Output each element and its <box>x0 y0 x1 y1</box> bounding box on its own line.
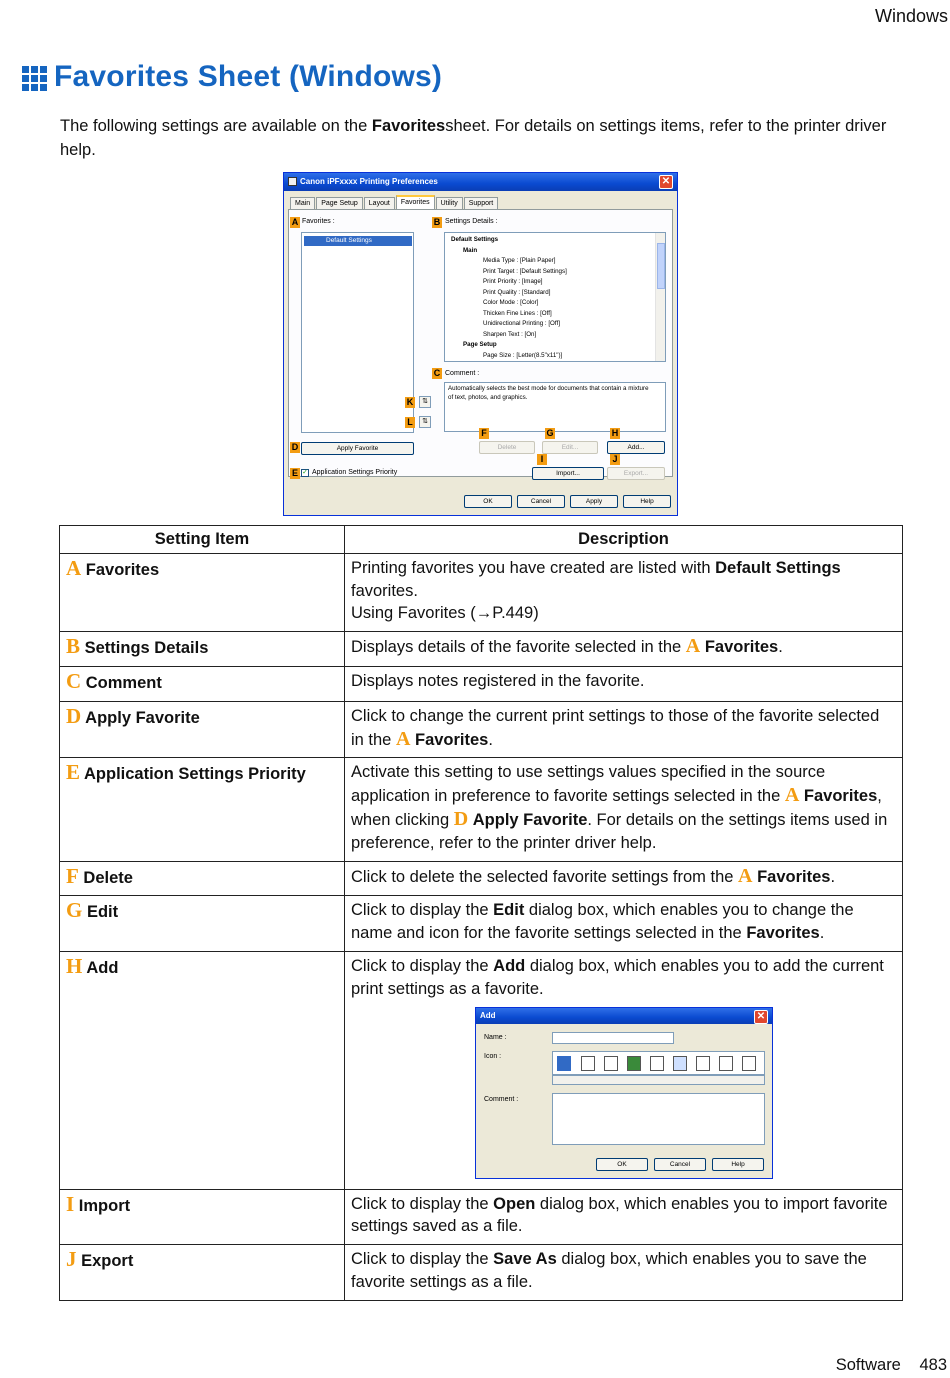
item-letter: C <box>66 668 82 693</box>
table-row <box>60 758 903 861</box>
settings-details-tree[interactable] <box>444 232 666 362</box>
tree-node: Default Settings <box>451 236 499 243</box>
setting-description <box>345 701 903 758</box>
ref-letter: A <box>738 864 753 887</box>
table-row <box>60 951 903 1189</box>
running-head: Windows <box>874 6 948 26</box>
description-text: . <box>830 867 836 886</box>
item-letter: E <box>66 760 81 785</box>
tab-support[interactable]: Support <box>464 197 499 209</box>
ok-button[interactable]: OK <box>596 1158 648 1171</box>
dialog-titlebar <box>284 173 677 191</box>
apply-button[interactable]: Apply <box>570 495 618 508</box>
item-name: Application Settings Priority <box>84 765 306 784</box>
favorites-panel <box>288 209 673 477</box>
item-letter: F <box>66 863 79 888</box>
table-header-row <box>60 526 903 554</box>
move-up-icon[interactable]: ⇅ <box>419 396 431 408</box>
callout-a: A <box>291 217 299 227</box>
setting-description <box>345 1245 903 1301</box>
description-bold: Default Settings <box>715 558 841 577</box>
item-name: Apply Favorite <box>85 708 200 727</box>
tree-leaf: Thicken Fine Lines : [Off] <box>483 309 552 317</box>
add-dialog-title: Add <box>480 1010 496 1020</box>
ref-letter: D <box>453 807 469 830</box>
tree-leaf: Print Priority : [Image] <box>483 278 543 285</box>
intro-text: The following settings are available on the <box>60 117 372 135</box>
document-icon[interactable] <box>719 1056 733 1071</box>
item-letter: A <box>66 555 82 580</box>
column-header-description: Description <box>345 526 903 554</box>
description-bold: Add <box>493 956 526 975</box>
callout-c: C <box>433 368 441 378</box>
item-letter: H <box>66 953 83 978</box>
item-letter: G <box>66 898 83 923</box>
description-text: dialog box, which enables you to add the current print settings as a favorite. <box>351 956 884 998</box>
item-letter: B <box>66 634 81 659</box>
setting-item <box>60 758 345 861</box>
table-row <box>60 632 903 667</box>
settings-table <box>59 525 903 1301</box>
comment-box[interactable]: Automatically selects the best mode for documents that contain a mixture of text, photos, and graphics. <box>444 382 666 432</box>
add-button[interactable]: Add... <box>607 441 665 454</box>
icon-scrollbar[interactable] <box>552 1075 765 1085</box>
ref-letter: A <box>395 727 411 750</box>
description-text: Click to display the <box>351 956 494 975</box>
callout-d: D <box>291 442 299 452</box>
description-text: . <box>488 730 493 749</box>
item-name: Add <box>86 958 119 977</box>
setting-description <box>345 951 903 1189</box>
description-text: Printing favorites you have created are listed with <box>351 558 716 577</box>
page-footer <box>822 1356 947 1375</box>
name-input[interactable] <box>552 1032 674 1044</box>
description-text: Displays notes registered in the favorite. <box>351 671 645 690</box>
description-text: . For details on the settings items used in preference, refer to the printer driver help. <box>351 810 888 852</box>
item-letter: D <box>66 703 82 728</box>
setting-description <box>345 861 903 896</box>
add-dialog-titlebar <box>476 1008 772 1024</box>
item-name: Settings Details <box>84 639 209 658</box>
description-bold: Open <box>493 1194 536 1213</box>
document-icon[interactable] <box>696 1056 710 1071</box>
column-header-setting-item: Setting Item <box>60 526 345 554</box>
setting-description <box>345 1189 903 1245</box>
import-button[interactable]: Import... <box>532 467 604 480</box>
setting-item <box>60 553 345 631</box>
tab-main[interactable]: Main <box>290 197 315 209</box>
setting-item <box>60 666 345 701</box>
printing-preferences-dialog <box>283 172 678 516</box>
settings-tree <box>451 235 567 361</box>
description-text: Click to display the <box>351 901 494 920</box>
tree-leaf: Print Quality : [Standard] <box>483 288 551 296</box>
add-dialog <box>475 1007 773 1179</box>
setting-description <box>345 632 903 667</box>
description-text: dialog box, which enables you to change the name and icon for the favorite settings selected in the <box>351 901 854 943</box>
favorites-list[interactable] <box>301 232 414 433</box>
intro-bold: Favorites <box>371 117 446 135</box>
description-bold: Edit <box>493 901 525 920</box>
cross-reference-link[interactable]: Using Favorites (→P.449) <box>351 604 539 623</box>
document-icon[interactable] <box>604 1056 618 1071</box>
callout-i: I <box>537 454 547 465</box>
description-text: Activate this setting to use settings values specified in the source application in preference to favorite settings selected in the <box>351 763 826 806</box>
description-text: . <box>819 924 825 943</box>
photo-icon[interactable] <box>627 1056 641 1071</box>
table-row <box>60 861 903 896</box>
description-text: Displays details of the favorite selected in the <box>351 638 686 657</box>
item-name: Delete <box>83 868 133 887</box>
tree-leaf: Sharpen Text : [On] <box>483 330 537 338</box>
favorite-item-default[interactable]: Default Settings <box>304 236 412 246</box>
dialog-title: Canon iPFxxxx Printing Preferences <box>300 177 438 186</box>
description-bold: Favorites <box>704 638 779 657</box>
setting-description <box>345 553 903 631</box>
description-text: Click to display the <box>351 1194 494 1213</box>
description-bold: Favorites <box>757 867 831 886</box>
close-icon[interactable]: ✕ <box>754 1010 768 1024</box>
setting-item <box>60 1245 345 1301</box>
app-priority-checkbox[interactable]: ✓ <box>302 469 308 476</box>
description-bold: Favorites <box>415 730 489 749</box>
tree-node: Main <box>463 246 478 254</box>
tree-leaf: Color Mode : [Color] <box>483 299 539 306</box>
tab-favorites[interactable]: Favorites <box>396 195 435 209</box>
description-bold: Save As <box>493 1250 557 1269</box>
printer-icon <box>288 177 297 186</box>
tab-utility[interactable]: Utility <box>436 197 463 209</box>
delete-button[interactable]: Delete <box>479 441 535 454</box>
table-row <box>60 666 903 701</box>
callout-k: K <box>406 397 414 407</box>
setting-description <box>345 896 903 952</box>
item-name: Export <box>81 1252 134 1271</box>
document-icon[interactable] <box>581 1056 595 1071</box>
setting-description <box>345 666 903 701</box>
help-button[interactable]: Help <box>712 1158 764 1171</box>
callout-j: J <box>610 454 620 465</box>
setting-item <box>60 896 345 952</box>
settings-details-label: Settings Details : <box>445 218 498 225</box>
cancel-button[interactable]: Cancel <box>517 495 565 508</box>
document-icon[interactable] <box>742 1056 756 1071</box>
item-name: Favorites <box>85 560 160 579</box>
comment-label: Comment : <box>445 370 480 377</box>
description-text: . <box>778 638 783 657</box>
intro-paragraph <box>60 114 920 162</box>
help-button[interactable]: Help <box>623 495 671 508</box>
table-row <box>60 701 903 758</box>
callout-h: H <box>611 428 619 438</box>
cancel-button[interactable]: Cancel <box>654 1158 706 1171</box>
app-priority-label: Application Settings Priority <box>312 469 398 476</box>
page-title <box>22 60 442 94</box>
tree-scrollbar[interactable] <box>655 233 665 361</box>
export-button[interactable]: Export... <box>607 467 665 480</box>
tree-node: Page Setup <box>463 341 497 348</box>
description-text: dialog box, which enables you to save the favorite settings as a file. <box>351 1250 867 1291</box>
tree-leaf: Media Type : [Plain Paper] <box>483 257 556 264</box>
layout-icon[interactable] <box>673 1056 687 1071</box>
description-text: Click to display the <box>351 1250 494 1269</box>
setting-item <box>60 951 345 1189</box>
callout-f: F <box>479 428 489 439</box>
tree-leaf: Unidirectional Printing : [Off] <box>483 320 560 327</box>
tab-page-setup[interactable]: Page Setup <box>316 197 363 209</box>
setting-item <box>60 701 345 758</box>
description-text: favorites. <box>351 581 418 600</box>
intro-text-end: sheet. For details on settings items, refer to the printer driver help. <box>60 117 887 159</box>
ok-button[interactable]: OK <box>464 495 512 508</box>
table-row <box>60 553 903 631</box>
table-row <box>60 1245 903 1301</box>
apply-favorite-button[interactable]: Apply Favorite <box>301 442 414 455</box>
tree-leaf: Page Size : [Letter(8.5"x11")] <box>483 351 563 359</box>
item-letter: I <box>66 1191 75 1216</box>
document-icon[interactable] <box>650 1056 664 1071</box>
setting-item <box>60 1189 345 1245</box>
setting-item <box>60 861 345 896</box>
name-label: Name : <box>484 1033 507 1041</box>
description-bold: Favorites <box>746 924 820 943</box>
description-text: Click to delete the selected favorite settings from the <box>351 867 739 886</box>
table-row <box>60 1189 903 1245</box>
move-down-icon[interactable]: ⇅ <box>419 416 431 428</box>
callout-l: L <box>405 417 415 428</box>
close-icon[interactable]: ✕ <box>659 175 673 189</box>
setting-description <box>345 758 903 861</box>
callout-g: G <box>546 428 554 438</box>
description-bold: Apply Favorite <box>472 810 588 829</box>
setting-item <box>60 632 345 667</box>
icon-label: Icon : <box>484 1052 502 1060</box>
tab-layout[interactable]: Layout <box>364 197 395 209</box>
table-row <box>60 896 903 952</box>
item-name: Import <box>78 1196 131 1215</box>
edit-button[interactable]: Edit... <box>542 441 598 454</box>
document-icon[interactable] <box>557 1056 571 1071</box>
grid-icon <box>22 66 47 91</box>
callout-e: E <box>291 468 298 478</box>
ref-letter: A <box>685 635 701 658</box>
comment-input[interactable] <box>552 1093 765 1145</box>
description-bold: Favorites <box>803 787 878 806</box>
comment-label: Comment : <box>484 1095 519 1103</box>
favorites-label: Favorites : <box>302 218 335 225</box>
item-name: Comment <box>85 673 162 692</box>
footer-section: Software <box>835 1356 901 1374</box>
dialog-tabs <box>290 197 499 209</box>
ref-letter: A <box>784 784 800 807</box>
page-number: 483 <box>919 1356 947 1374</box>
tree-leaf: Print Target : [Default Settings] <box>483 267 567 275</box>
description-text: , when clicking <box>351 787 882 829</box>
description-text: Click to change the current print settings to those of the favorite selected in the <box>351 706 880 749</box>
callout-b: B <box>433 217 441 227</box>
icon-picker[interactable] <box>552 1051 765 1075</box>
item-name: Edit <box>86 903 119 922</box>
page-title-text: Favorites Sheet (Windows) <box>54 60 443 93</box>
item-letter: J <box>66 1247 77 1272</box>
description-text: dialog box, which enables you to import favorite settings saved as a file. <box>351 1194 888 1236</box>
